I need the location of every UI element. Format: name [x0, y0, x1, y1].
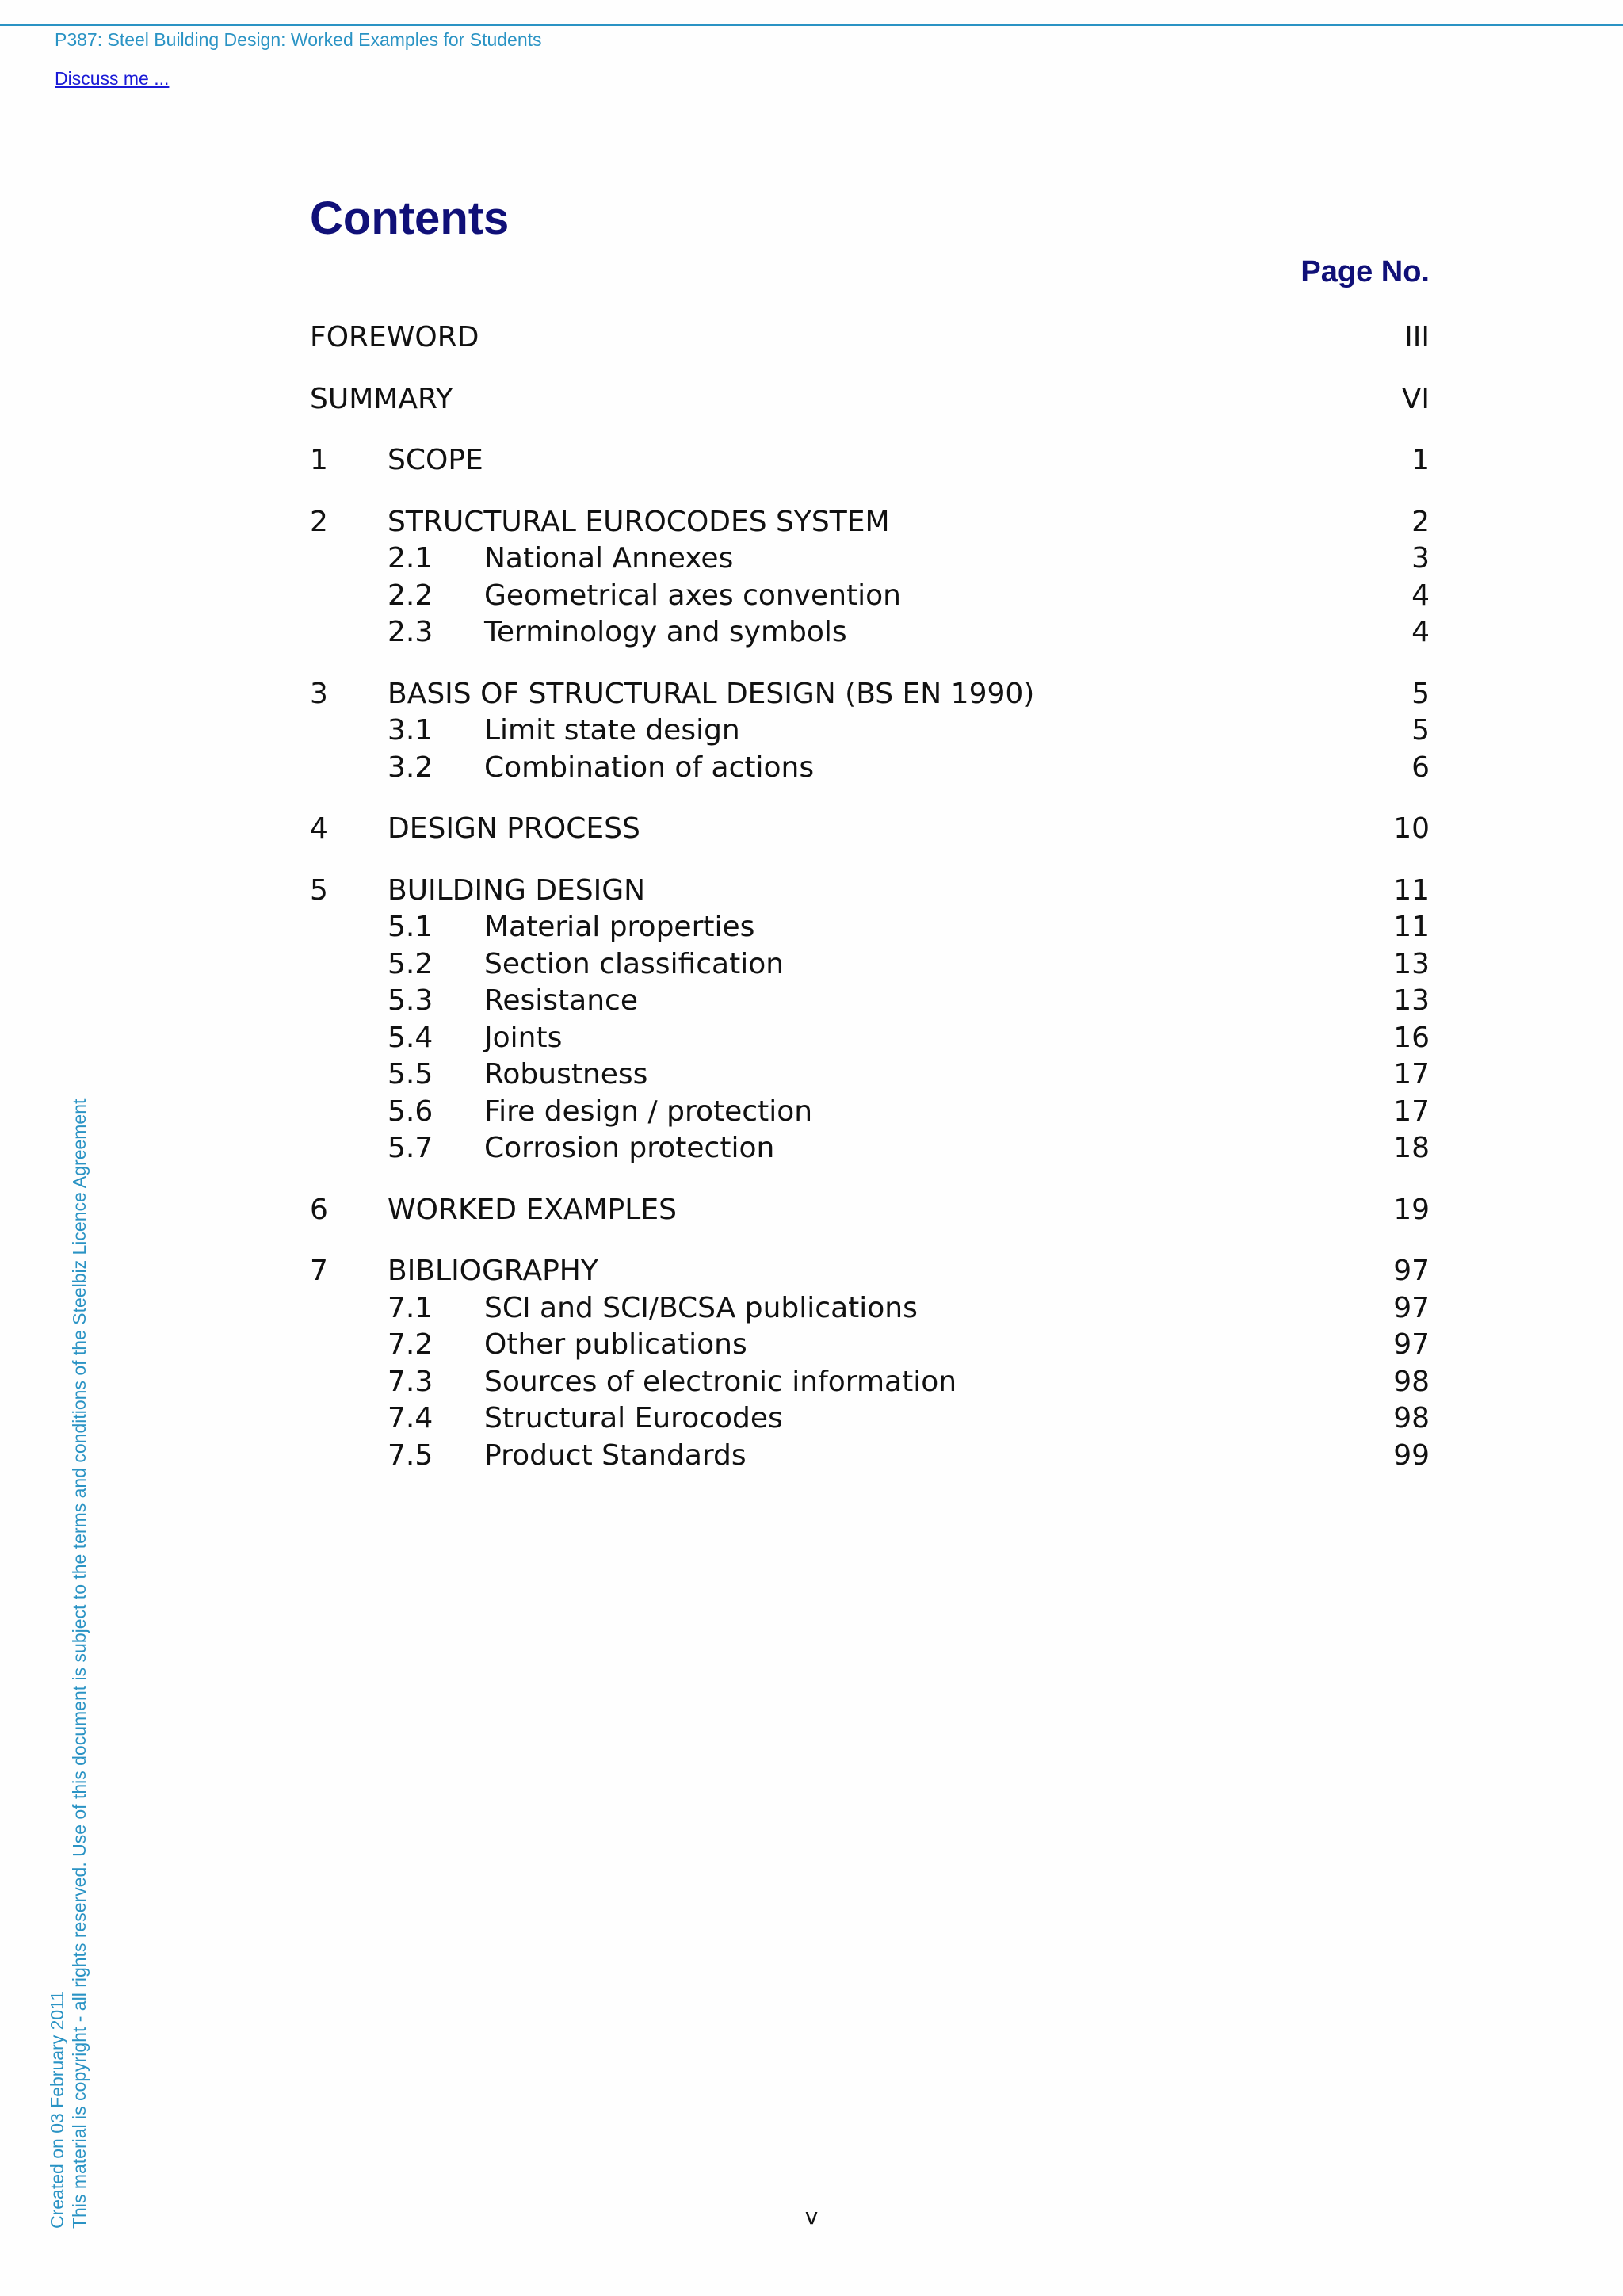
- toc-entry-page: 97: [1393, 1255, 1430, 1287]
- toc-entry-title: National Annexes: [484, 542, 734, 575]
- toc-entry-title: Combination of actions: [484, 751, 815, 784]
- toc-entry-page: 99: [1393, 1439, 1430, 1472]
- toc-entry-page: 13: [1393, 948, 1430, 980]
- toc-entry-title: SCOPE: [388, 444, 483, 476]
- copyright-notice: This material is copyright - all rights reserved. Use of this document is subject to the terms and conditions of the Steelbiz Licence Agreement: [69, 1098, 90, 2229]
- toc-entry-page: 11: [1393, 911, 1430, 943]
- toc-entry-number: 4: [310, 812, 328, 845]
- toc-entry: [310, 1094, 1430, 1130]
- toc-entry: [310, 873, 1430, 909]
- toc-entry-page: 4: [1411, 579, 1430, 612]
- page-number: v: [804, 2203, 819, 2229]
- toc-entry-page: 98: [1393, 1402, 1430, 1435]
- header-rule: [0, 24, 1623, 26]
- toc-entry-page: 5: [1411, 678, 1430, 710]
- toc-entry-title: STRUCTURAL EUROCODES SYSTEM: [388, 506, 890, 538]
- toc-entry: [310, 442, 1430, 479]
- created-date-note: Created on 03 February 2011: [47, 1990, 67, 2229]
- toc-entry: [310, 1438, 1430, 1474]
- toc-entry-title: Material properties: [484, 911, 755, 943]
- toc-entry-number: 7.5: [388, 1439, 433, 1472]
- toc-entry-page: 5: [1411, 714, 1430, 747]
- toc-entry: [310, 504, 1430, 541]
- toc-entry-page: 19: [1393, 1194, 1430, 1226]
- toc-entry-page: 13: [1393, 984, 1430, 1017]
- toc-entry-number: 5.4: [388, 1022, 433, 1054]
- toc-entry: [310, 811, 1430, 847]
- toc-entry-number: 2.3: [388, 616, 433, 648]
- toc-entry-number: 2: [310, 506, 328, 538]
- toc-entry-number: 2.1: [388, 542, 433, 575]
- toc-entry: [310, 1400, 1430, 1437]
- toc-entry-number: 5.6: [388, 1095, 433, 1128]
- toc-entry-number: 7.1: [388, 1292, 433, 1324]
- toc-entry: [310, 946, 1430, 983]
- toc-entry-number: 7: [310, 1255, 328, 1287]
- toc-entry: [310, 541, 1430, 577]
- toc-entry-title: FOREWORD: [310, 321, 479, 353]
- toc-entry: [310, 578, 1430, 614]
- toc-entry-number: 5.5: [388, 1058, 433, 1091]
- toc-entry-title: Other publications: [484, 1328, 747, 1361]
- toc-entry-title: BUILDING DESIGN: [388, 874, 646, 907]
- toc-entry-title: BASIS OF STRUCTURAL DESIGN (BS EN 1990): [388, 678, 1035, 710]
- page-no-column-label: Page No.: [1300, 255, 1430, 288]
- toc-entry-page: 16: [1393, 1022, 1430, 1054]
- toc-entry-title: DESIGN PROCESS: [388, 812, 640, 845]
- toc-entry-title: Limit state design: [484, 714, 740, 747]
- discuss-link[interactable]: Discuss me ...: [55, 68, 170, 89]
- toc-entry-number: 7.4: [388, 1402, 433, 1435]
- toc-entry-page: 17: [1393, 1058, 1430, 1091]
- toc-entry: [310, 1327, 1430, 1363]
- toc-entry-number: 5.7: [388, 1132, 433, 1164]
- toc-entry-page: 97: [1393, 1328, 1430, 1361]
- toc-entry-number: 3: [310, 678, 328, 710]
- toc-entry-title: Fire design / protection: [484, 1095, 813, 1128]
- toc-entry-page: 4: [1411, 616, 1430, 648]
- copyright-side-note: [46, 1040, 101, 2229]
- toc-entry-title: Joints: [484, 1022, 563, 1054]
- toc-entry-number: 5.2: [388, 948, 433, 980]
- toc-entry-title: Corrosion protection: [484, 1132, 775, 1164]
- toc-entry: [310, 381, 1430, 418]
- toc-entry-number: 7.2: [388, 1328, 433, 1361]
- toc-entry-number: 1: [310, 444, 328, 476]
- toc-entry-number: 7.3: [388, 1366, 433, 1398]
- toc-entry: [310, 614, 1430, 651]
- toc-entry-title: Terminology and symbols: [484, 616, 847, 648]
- toc-entry: [310, 676, 1430, 712]
- toc-entry-title: Resistance: [484, 984, 638, 1017]
- toc-entry: [310, 1130, 1430, 1167]
- toc-entry-number: 2.2: [388, 579, 433, 612]
- toc-entry-page: 17: [1393, 1095, 1430, 1128]
- toc-entry-number: 5: [310, 874, 328, 907]
- toc-entry-page: 6: [1411, 751, 1430, 784]
- toc-entry-title: Sources of electronic information: [484, 1366, 957, 1398]
- toc-entry-number: 6: [310, 1194, 328, 1226]
- toc-entry: [310, 1192, 1430, 1228]
- toc-entry-title: Product Standards: [484, 1439, 747, 1472]
- toc-entry: [310, 712, 1430, 749]
- toc-entry: [310, 1056, 1430, 1093]
- toc-entry: [310, 983, 1430, 1019]
- toc-entry-page: 3: [1411, 542, 1430, 575]
- toc-entry: [310, 909, 1430, 946]
- toc-entry: [310, 750, 1430, 786]
- toc-entry-title: SCI and SCI/BCSA publications: [484, 1292, 918, 1324]
- toc-entry-page: III: [1404, 321, 1430, 353]
- toc-entry-number: 3.2: [388, 751, 433, 784]
- toc-entry-number: 5.3: [388, 984, 433, 1017]
- toc-entry-title: Geometrical axes convention: [484, 579, 901, 612]
- toc-entry: [310, 1020, 1430, 1056]
- toc-entry-title: Section classification: [484, 948, 785, 980]
- toc-entry-page: 1: [1411, 444, 1430, 476]
- toc-entry-page: VI: [1401, 383, 1430, 415]
- toc-entry-page: 10: [1393, 812, 1430, 845]
- toc-entry-page: 97: [1393, 1292, 1430, 1324]
- toc-entry-title: Robustness: [484, 1058, 648, 1091]
- document-header-title: P387: Steel Building Design: Worked Examples for Students: [55, 29, 542, 50]
- toc-entry-title: BIBLIOGRAPHY: [388, 1255, 598, 1287]
- contents-heading: Contents: [310, 193, 510, 244]
- toc-entry-number: 5.1: [388, 911, 433, 943]
- toc-entry-title: Structural Eurocodes: [484, 1402, 783, 1435]
- toc-entry: [310, 1364, 1430, 1400]
- toc-entry-page: 98: [1393, 1366, 1430, 1398]
- toc-entry: [310, 1253, 1430, 1289]
- toc-entry: [310, 319, 1430, 356]
- toc-entry-page: 18: [1393, 1132, 1430, 1164]
- toc-entry-page: 11: [1393, 874, 1430, 907]
- toc-entry: [310, 1290, 1430, 1327]
- toc-entry-title: SUMMARY: [310, 383, 453, 415]
- toc-entry-number: 3.1: [388, 714, 433, 747]
- toc-entry-page: 2: [1411, 506, 1430, 538]
- toc-entry-title: WORKED EXAMPLES: [388, 1194, 677, 1226]
